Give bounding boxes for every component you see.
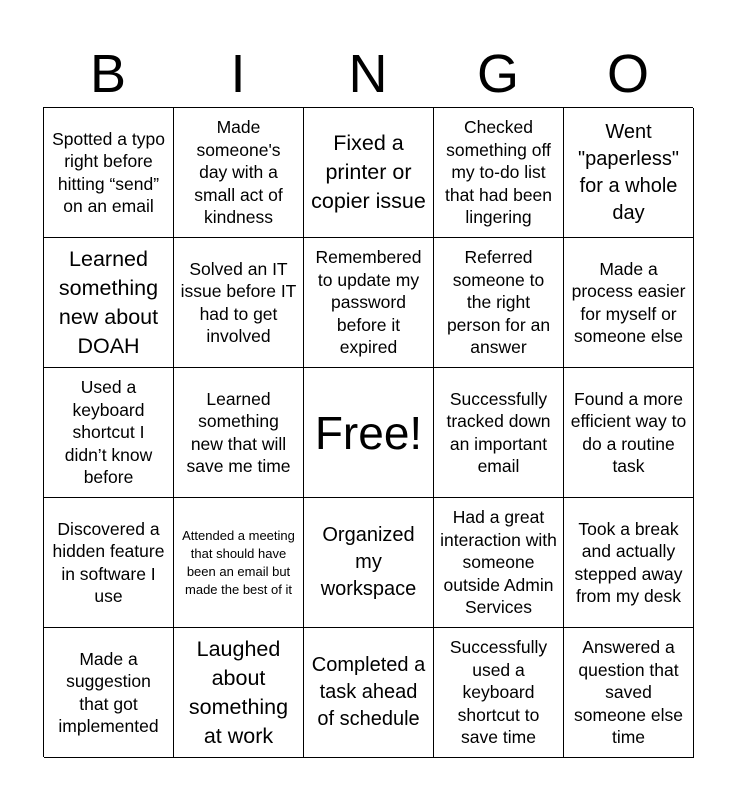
cell-text: Answered a question that saved someone else time <box>574 637 683 748</box>
header-letter-g: G <box>476 44 519 104</box>
bingo-cell[interactable] <box>174 108 304 238</box>
cell-text: Solved an IT issue before IT had to get involved <box>180 258 297 346</box>
header-letter-i: I <box>230 44 246 104</box>
cell-text: Used a keyboard shortcut I didn’t know before <box>64 377 153 488</box>
bingo-cell[interactable] <box>44 628 174 758</box>
cell-text: Found a more efficient way to do a routine task <box>570 388 687 476</box>
header-letter-n: N <box>348 44 388 104</box>
bingo-cell[interactable] <box>434 368 564 498</box>
cell-text: Made someone's day with a small act of kindness <box>194 117 283 228</box>
free-space-label: Free! <box>314 406 423 459</box>
bingo-cell[interactable] <box>174 628 304 758</box>
bingo-cell[interactable] <box>304 108 434 238</box>
bingo-cell[interactable] <box>44 108 174 238</box>
free-space-cell[interactable] <box>304 368 434 498</box>
cell-text: Checked something off my to-do list that had been lingering <box>444 117 553 228</box>
bingo-cell[interactable] <box>434 238 564 368</box>
bingo-cell[interactable] <box>44 498 174 628</box>
bingo-cell[interactable] <box>564 368 694 498</box>
cell-text: Fixed a printer or copier issue <box>311 131 426 213</box>
cell-text: Laughed about something at work <box>188 636 289 748</box>
bingo-cell[interactable] <box>564 628 694 758</box>
header-letter-b: B <box>89 44 127 104</box>
bingo-cell[interactable] <box>174 238 304 368</box>
bingo-cell[interactable] <box>434 108 564 238</box>
cell-text: Spotted a typo right before hitting “send” on an email <box>52 128 165 216</box>
cell-text: Discovered a hidden feature in software I use <box>52 518 165 606</box>
cell-text: Attended a meeting that should have been an email but made the best of it <box>182 527 295 597</box>
bingo-cell[interactable] <box>304 628 434 758</box>
bingo-cell[interactable] <box>564 108 694 238</box>
bingo-grid <box>43 107 693 757</box>
bingo-cell[interactable] <box>174 368 304 498</box>
header-letter-o: O <box>606 44 649 104</box>
cell-text: Made a suggestion that got implemented <box>58 648 159 736</box>
bingo-cell[interactable] <box>304 498 434 628</box>
cell-text: Took a break and actually stepped away from my desk <box>574 518 683 606</box>
cell-text: Learned something new about DOAH <box>58 246 159 358</box>
cell-text: Remembered to update my password before it expired <box>315 247 422 358</box>
bingo-cell[interactable] <box>564 238 694 368</box>
cell-text: Organized my workspace <box>320 524 417 600</box>
cell-text: Made a process easier for myself or someone else <box>571 258 686 346</box>
bingo-cell[interactable] <box>44 238 174 368</box>
cell-text: Went "paperless" for a whole day <box>578 120 679 224</box>
cell-text: Successfully tracked down an important email <box>446 388 551 476</box>
cell-text: Referred someone to the right person for an answer <box>446 247 551 358</box>
bingo-cell[interactable] <box>434 628 564 758</box>
bingo-cell[interactable] <box>564 498 694 628</box>
bingo-cell[interactable] <box>174 498 304 628</box>
bingo-cell[interactable] <box>304 238 434 368</box>
bingo-cell[interactable] <box>44 368 174 498</box>
cell-text: Successfully used a keyboard shortcut to save time <box>449 637 548 748</box>
bingo-header <box>43 40 693 108</box>
cell-text: Learned something new that will save me time <box>186 388 291 476</box>
cell-text: Completed a task ahead of schedule <box>311 654 426 730</box>
cell-text: Had a great interaction with someone outside Admin Services <box>440 507 557 618</box>
bingo-cell[interactable] <box>434 498 564 628</box>
